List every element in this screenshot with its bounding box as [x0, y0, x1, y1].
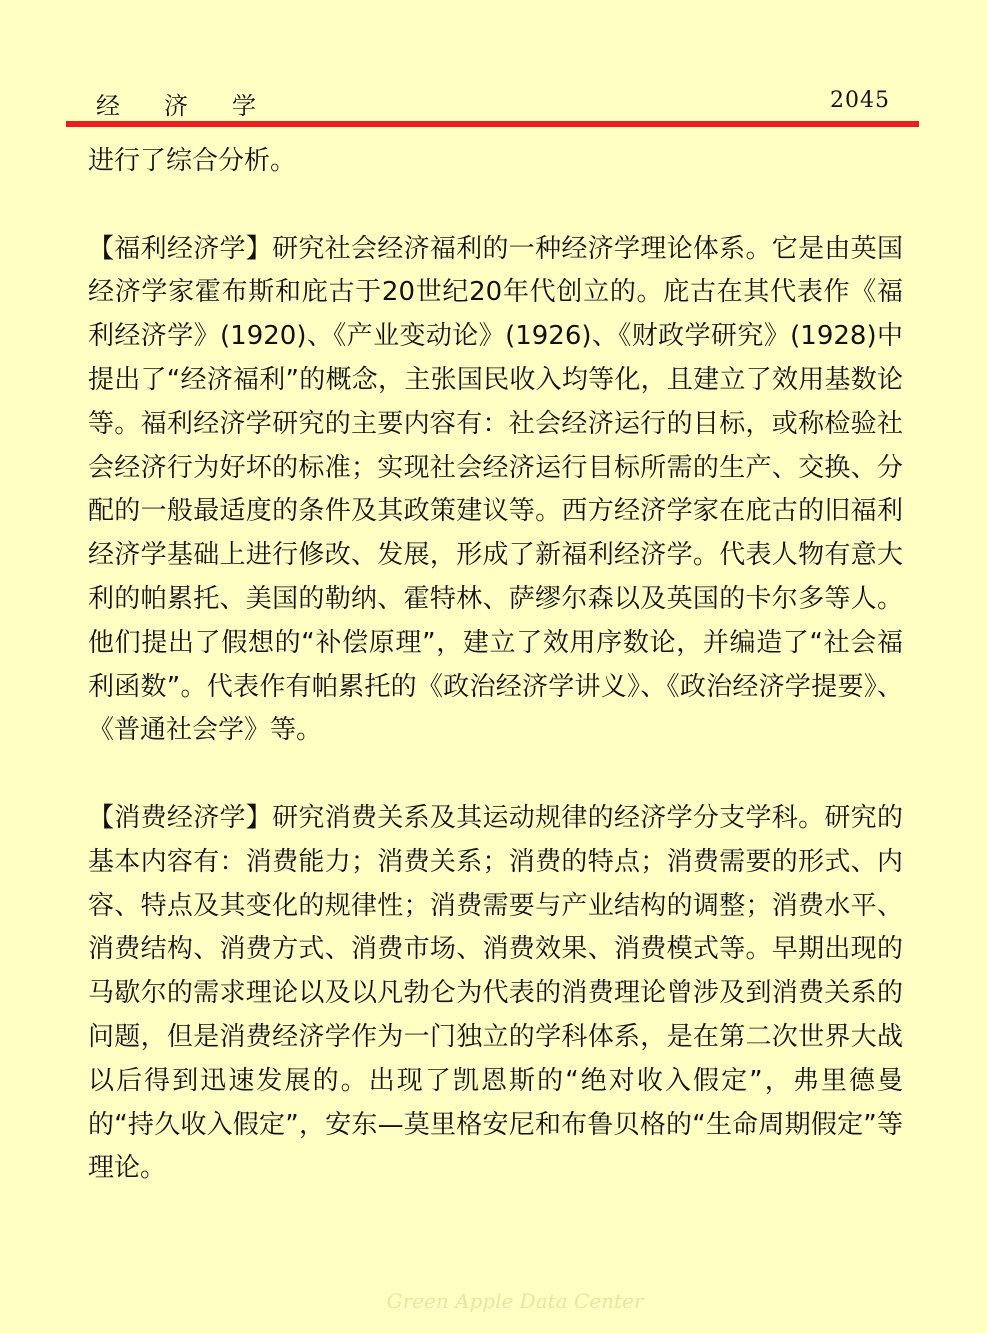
entry-welfare-economics: [88, 228, 903, 754]
entry-text: 研究社会经济福利的一种经济学理论体系。它是由英国经济学家霍布斯和庇古于20世纪20年代创立的。庇古在其代表作《福利经济学》(1920)、《产业变动论》(1926)、《财政学研究》(1928)中提出了“经济福利”的概念，主张国民收入均等化，且建立了效用基数论等。福利经济学研究的主要内容有：社会经济运行的目标，或称检验社会经济行为好坏的标准；实现社会经济运行目标所需的生产、交换、分配的一般最适度的条件及其政策建议等。西方经济学家在庇古的旧福利经济学基础上进行修改、发展，形成了新福利经济学。代表人物有意大利的帕累托、美国的勒纳、霍特林、萨缪尔森以及英国的卡尔多等人。他们提出了假想的“补偿原理”，建立了效用序数论，并编造了“社会福利函数”。代表作有帕累托的《政治经济学讲义》、《政治经济学提要》、《普通社会学》等。: [88, 233, 903, 746]
running-head-section: 经济学: [96, 92, 300, 120]
watermark: Green Apple Data Center: [386, 1289, 644, 1313]
header-rule: [66, 121, 919, 127]
entry-term: 【福利经济学】: [88, 233, 273, 264]
entry-term: 【消费经济学】: [88, 802, 273, 833]
entry-text: 研究消费关系及其运动规律的经济学分支学科。研究的基本内容有：消费能力；消费关系；消费的特点；消费需要的形式、内容、特点及其变化的规律性；消费需要与产业结构的调整；消费水平、消费结构、消费方式、消费市场、消费效果、消费模式等。早期出现的马歇尔的需求理论以及以凡勃仑为代表的消费理论曾涉及到消费关系的问题，但是消费经济学作为一门独立的学科体系，是在第二次世界大战以后得到迅速发展的。出现了凯恩斯的“绝对收入假定”，弗里德曼的“持久收入假定”，安东—莫里格安尼和布鲁贝格的“生命周期假定”等理论。: [88, 802, 903, 1184]
page-number: 2045: [830, 88, 890, 113]
entry-consumption-economics: [88, 797, 903, 1191]
page-body: [88, 140, 903, 1191]
continuation-paragraph: [88, 140, 903, 184]
continuation-text: 进行了综合分析。: [88, 146, 297, 176]
